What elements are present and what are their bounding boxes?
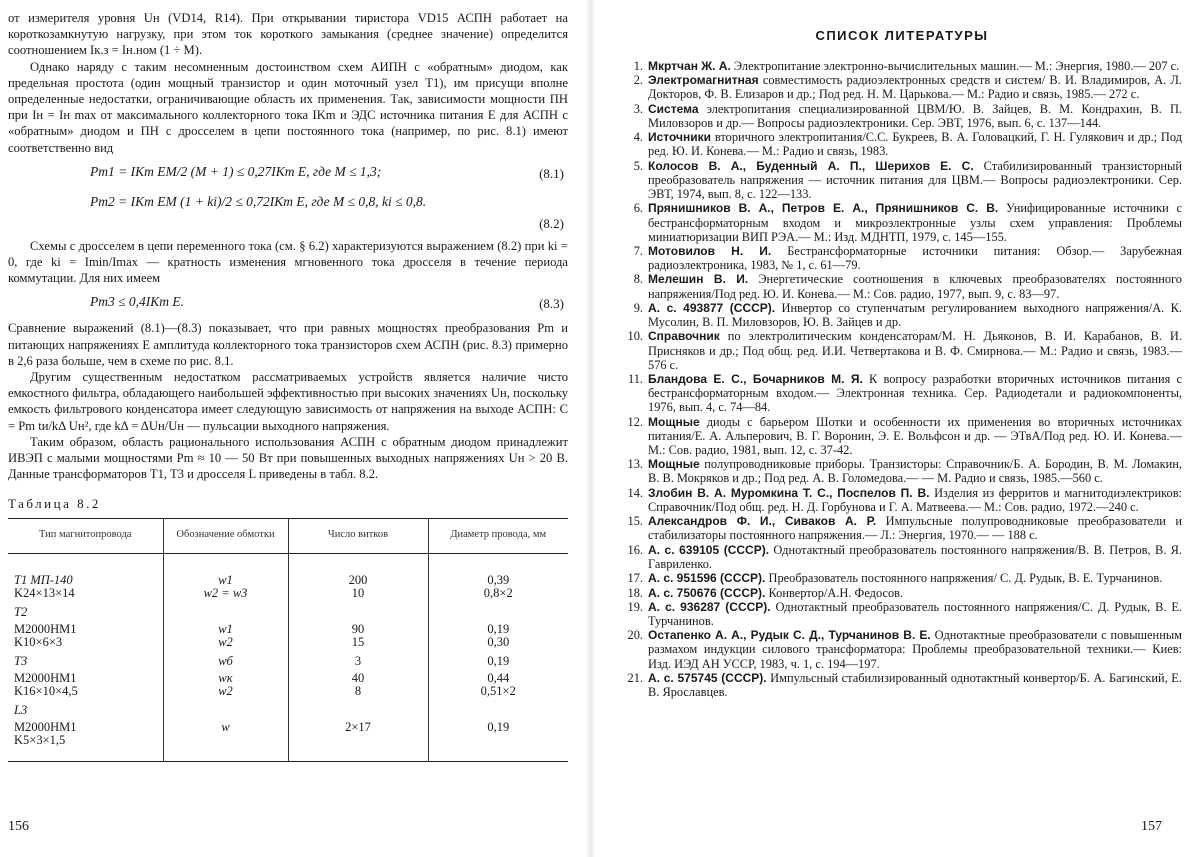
page-number: 157	[1141, 819, 1162, 834]
bibliography-item	[622, 329, 1182, 371]
reference-text: Бестрансформаторные источники питания: Обзор.— Зарубежная радиоэлектроника, 1983, № 1, с. 61—79.	[648, 244, 1182, 273]
paragraph: Однако наряду с таким несомненным достоинством схем АИПН с «обратным» диодом, как предельная простота (один мощный транзистор и один моточный узел T1), им присущи вполне определенные недостатки, ограничивающие область их применения. Так, зависимости мощности ПН при Iн = Iн max от максимального коллекторного тока IKm и ЭДС источника питания E для АСПН с «обратным» диодом и ПН с дросселем в цепи постоянного тока (например, по рис. 8.1) имеют соответственно вид	[8, 59, 568, 155]
reference-text: Импульсный стабилизированный однотактный конвертор/Б. А. Багинский, Е. В. Ярославцев.	[648, 670, 1182, 700]
bibliography-item	[622, 159, 1182, 201]
reference-author: Мотовилов Н. И.	[648, 244, 772, 258]
bibliography-item	[622, 457, 1182, 485]
reference-number: 3.	[633, 101, 643, 116]
bibliography-item	[622, 486, 1182, 514]
bibliography-title: СПИСОК ЛИТЕРАТУРЫ	[815, 28, 989, 43]
reference-text: Стабилизированный транзисторный преобразователь напряжения — источник питания для ЦВМ.— Вопросы радиоэлектроники. Сер. ЭВТ, 1974, вып. 8, с. 122—133.	[648, 158, 1182, 202]
column-header: Диаметр провода, мм	[428, 519, 568, 554]
reference-text: Изделия из ферритов и магнитодиэлектриков: Справочник/Под общ. ред. Н. Д. Горбунова и Г. А. Матвеева.— М.: Сов. радио, 1972.—240 с.	[648, 485, 1182, 514]
reference-text: Однотактный преобразователь постоянного напряжения/С. Д. Рудык, В. Е. Турчанинов.	[648, 599, 1182, 628]
reference-text: Инвертор со ступенчатым регулированием выходного напряжения/А. К. Мусолин, В. П. Миловзоров, Ю. В. Зайцев и др.	[648, 300, 1182, 330]
table-row	[8, 587, 568, 600]
reference-number: 10.	[627, 329, 643, 344]
cell-winding: w2	[163, 685, 288, 698]
cell-type: T1 МП-140	[14, 573, 73, 588]
bibliography-item	[622, 244, 1182, 272]
bibliography-item	[622, 514, 1182, 542]
reference-author: Справочник	[648, 329, 720, 344]
reference-author: А. с. 750676 (СССР).	[648, 585, 766, 600]
left-page	[0, 0, 588, 857]
reference-author: Мощные	[648, 457, 700, 472]
bibliography-item	[622, 671, 1182, 699]
table-row	[8, 649, 568, 672]
reference-text: полупроводниковые приборы. Транзисторы: Справочник/Б. А. Бородин, В. М. Ломакин, В. В. Мокряков и др.; Под ред. А. В. Голомедова.— — М. Радио и связь, 1985.—560 с.	[648, 457, 1182, 486]
paragraph: от измерителя уровня Uн (VD14, R14). При открывании тиристора VD15 АСПН работает на короткозамкнутую нагрузку, при этом ток короткого замыкания (среднее значение) определится соотношением Iк.з = Iн.ном (1 ÷ M).	[8, 11, 568, 58]
cell-diameter: 0,39	[428, 554, 568, 588]
cell-winding	[163, 600, 288, 623]
reference-author: Система	[648, 101, 699, 116]
cell-type: T3	[14, 654, 28, 669]
reference-number: 13.	[627, 457, 643, 472]
cell-turns: 10	[288, 587, 428, 600]
reference-number: 7.	[633, 244, 643, 258]
reference-number: 20.	[627, 628, 643, 643]
reference-number: 16.	[627, 542, 643, 557]
cell-turns	[288, 600, 428, 623]
paragraph: Другим существенным недостатком рассматриваемых устройств является наличие чисто емкостного фильтра, обладающего наибольшей эффективностью при высоких значениях Uн, поскольку емкость фильтрового конденсатора имеет следующую зависимость от напряжения на выходе АСПН: C = Pm tи/kΔ Uн², где kΔ = ΔUн/Uн — пульсации выходного напряжения.	[8, 370, 568, 433]
reference-author: Источники	[648, 130, 712, 145]
cell-diameter: 0,44	[428, 672, 568, 685]
cell-turns: 15	[288, 636, 428, 649]
page-number: 156	[8, 819, 29, 834]
formula-text: Pm2 = IKm EM (1 + ki)/2 ≤ 0,72IKm E, где M ≤ 0,8, ki ≤ 0,8.	[90, 193, 427, 209]
reference-text: вторичного электропитания/С.С. Букреев, В. А. Головацкий, Г. Н. Гулякович и др.; Под ред. Ю. И. Конева.— М.: Радио и связь, 1983.	[648, 130, 1182, 159]
cell-type: K5×3×1,5	[8, 734, 163, 762]
reference-author: А. с. 639105 (СССР).	[648, 542, 770, 557]
reference-number: 17.	[627, 571, 643, 586]
table-row	[8, 636, 568, 649]
reference-number: 5.	[633, 158, 643, 173]
reference-text: Однотактные преобразователи с повышенным размахом индукции силового трансформатора: Проблемы преобразовательной техники.— Киев: Изд. ИЭД АН УССР, 1983, ч. 1, с. 194—197.	[648, 628, 1182, 671]
reference-number: 6.	[633, 201, 643, 216]
reference-text: Конвертор/А.Н. Федосов.	[768, 585, 904, 600]
cell-turns	[288, 734, 428, 762]
reference-number: 4.	[633, 130, 643, 145]
formula-text: Pm1 = IKm EM/2 (M + 1) ≤ 0,27IKm E, где M ≤ 1,3;	[90, 163, 382, 179]
formula-8-1	[8, 162, 568, 186]
table-header-row	[8, 519, 568, 554]
cell-turns: 2×17	[288, 721, 428, 734]
cell-diameter	[428, 698, 568, 721]
table-row	[8, 734, 568, 762]
table-row	[8, 600, 568, 623]
table-8-2	[8, 518, 568, 762]
paragraph: Сравнение выражений (8.1)—(8.3) показывает, что при равных мощностях преобразования Pm и питающих напряжениях E амплитуда коллекторного тока транзисторов схем АСПН (рис. 8.3) примерно в 2,6 раза больше, чем в схеме по рис. 8.1.	[8, 321, 568, 368]
reference-number: 11.	[627, 372, 643, 387]
reference-text: электропитания специализированной ЦВМ/Ю. В. Зайцев, В. М. Кондрахин, В. П. Миловзоров и др.— Вопросы радиоэлектроники. Сер. ЭВТ, 1976, вып. 6, с. 137—144.	[648, 101, 1182, 130]
reference-text: Энергетические соотношения в ключевых преобразователях постоянного напряжения/Под ред. Ю. И. Конева.— М.: Сов. радио, 1977, вып. 9, с. 83—97.	[648, 272, 1182, 301]
reference-author: Александров Ф. И., Сиваков А. Р.	[648, 514, 877, 529]
reference-number: 8.	[633, 272, 643, 287]
table-row	[8, 721, 568, 734]
cell-turns	[288, 698, 428, 721]
cell-turns: 8	[288, 685, 428, 698]
bibliography-item	[622, 586, 1182, 600]
reference-author: А. с. 951596 (СССР).	[648, 571, 766, 586]
cell-turns: 40	[288, 672, 428, 685]
table-caption: Таблица 8.2	[8, 496, 101, 512]
bibliography-item	[622, 59, 1182, 73]
formula-number: (8.2)	[539, 215, 564, 231]
right-page	[588, 0, 1200, 857]
cell-diameter: 0,19	[428, 649, 568, 672]
formula-number: (8.3)	[539, 296, 564, 312]
reference-number: 19.	[627, 599, 643, 614]
cell-type: K24×13×14	[14, 586, 75, 601]
reference-text: Преобразователь постоянного напряжения/ С. Д. Рудык, В. Е. Турчанинов.	[768, 571, 1163, 586]
reference-author: Бландова Е. С., Бочарников М. Я.	[648, 372, 863, 387]
reference-text: К вопросу разработки вторичных источников питания с бестрансформаторным входом.— Электронная техника. Сер. Радиодетали и радиокомпоненты, 1976, вып. 4, с. 74—84.	[648, 372, 1182, 415]
cell-winding: w	[163, 721, 288, 734]
cell-diameter: 0,19	[428, 623, 568, 636]
cell-diameter: 0,30	[428, 636, 568, 649]
cell-winding	[163, 734, 288, 762]
bibliography-item	[622, 130, 1182, 158]
formula-8-3	[8, 292, 568, 316]
reference-text: Однотактный преобразователь постоянного напряжения/В. В. Петров, В. Я. Гавриленко.	[648, 542, 1182, 571]
cell-diameter	[428, 600, 568, 623]
table-row	[8, 698, 568, 721]
formula-number: (8.1)	[539, 165, 564, 181]
cell-turns: 3	[288, 649, 428, 672]
table-row	[8, 685, 568, 698]
cell-diameter	[428, 734, 568, 762]
cell-type: M2000НМ1	[14, 671, 77, 686]
reference-author: А. с. 493877 (СССР).	[648, 300, 776, 315]
cell-turns: 90	[288, 623, 428, 636]
reference-number: 18.	[627, 585, 643, 600]
bibliography-list	[622, 59, 1182, 699]
bibliography-item	[622, 372, 1182, 414]
reference-number: 2.	[633, 73, 643, 88]
bibliography-item	[622, 272, 1182, 300]
cell-winding: wк	[163, 672, 288, 685]
reference-text: Электропитание электронно-вычислительных машин.— М.: Энергия, 1980.— 207 с.	[733, 59, 1180, 73]
bibliography-item	[622, 600, 1182, 628]
cell-diameter: 0,51×2	[428, 685, 568, 698]
column-header: Тип магнитопровода	[8, 519, 163, 554]
bibliography-item	[622, 628, 1182, 670]
bibliography-item	[622, 102, 1182, 130]
paragraph: Таким образом, область рационального использования АСПН с обратным диодом принадлежит ИВЭП с малыми мощностями Pm ≈ 10 — 50 Вт при повышенных выходных напряжениях Uн > 20 В. Данные трансформаторов T1, T3 и дросселя L приведены в табл. 8.2.	[8, 434, 568, 482]
formula-8-2	[8, 192, 568, 216]
reference-text: диоды с барьером Шотки и особенности их применения во вторичных источниках питания/Е. А. Альперович, В. Г. Воронин, Э. Е. Вольфсон и др. — ЭТвА/Под ред. Ю. И. Конева.— М.: Сов. радио, 1981, вып. 12, с. 37-42.	[648, 414, 1182, 457]
table-row	[8, 623, 568, 636]
reference-number: 1.	[633, 59, 643, 73]
bibliography-item	[622, 415, 1182, 457]
reference-author: А. с. 936287 (СССР).	[648, 599, 771, 614]
bibliography-item	[622, 543, 1182, 571]
reference-author: Мощные	[648, 414, 700, 429]
reference-author: Прянишников В. А., Петров Е. А., Прянишников С. В.	[648, 201, 999, 216]
cell-type: L3	[14, 703, 28, 718]
cell-winding	[163, 698, 288, 721]
reference-text: по электролитическим конденсаторам/М. Н. Дьяконов, В. И. Карабанов, В. И. Присняков и др.; Под общ. ред. И.И. Четвертакова и В. Ф. Смирнова.— М.: Радио и связь, 1983.—576 с.	[648, 329, 1182, 372]
reference-number: 15.	[627, 514, 643, 529]
cell-type: M2000НМ1	[14, 622, 77, 637]
cell-type: T2	[14, 605, 28, 620]
reference-text: Импульсные полупроводниковые преобразователи и стабилизаторы постоянного напряжения.— Л.: Энергия, 1970.— — 188 с.	[648, 514, 1182, 543]
reference-author: Мкртчан Ж. А.	[648, 59, 731, 73]
reference-number: 9.	[633, 300, 643, 315]
bibliography-item	[622, 571, 1182, 585]
cell-type: K10×6×3	[14, 635, 63, 650]
reference-author: Остапенко А. А., Рудык С. Д., Турчанинов В. Е.	[648, 628, 931, 643]
column-header: Обозначение обмотки	[163, 519, 288, 554]
cell-winding: wб	[163, 649, 288, 672]
column-header: Число витков	[288, 519, 428, 554]
cell-diameter: 0,8×2	[428, 587, 568, 600]
reference-text: Унифицированные источники с бестрансформаторным входом и микроэлектронные узлы схем управления: Проблемы миниатюризации ВИП РЭА.— М.: Изд. МДНТП, 1979, с. 145—155.	[648, 201, 1182, 244]
table-row	[8, 554, 568, 588]
cell-winding: w1	[163, 623, 288, 636]
cell-winding: w2 = w3	[163, 587, 288, 600]
reference-author: Колосов В. А., Буденный А. П., Шерихов Е. С.	[648, 158, 974, 173]
cell-diameter: 0,19	[428, 721, 568, 734]
cell-winding: w1	[163, 554, 288, 588]
bibliography-item	[622, 201, 1182, 243]
reference-author: Злобин В. А. Муромкина Т. С., Поспелов П. В.	[648, 485, 930, 500]
reference-author: Электромагнитная	[648, 73, 759, 88]
bibliography-item	[622, 301, 1182, 329]
reference-text: совместимость радиоэлектронных средств и систем/ В. И. Владимиров, А. Л. Докторов, Ф. В. Елизаров и др.; Под ред. Н. М. Царькова.— М.: Радио и связь, 1985.— 272 с.	[648, 73, 1182, 102]
bibliography-item	[622, 73, 1182, 101]
reference-number: 21.	[627, 670, 643, 685]
paragraph: Схемы с дросселем в цепи переменного тока (см. § 6.2) характеризуются выражением (8.2) при ki = 0, где ki = Imin/Imax — кратность изменения мгновенного тока дросселя в течение периода коммутации. Для них имеем	[8, 238, 568, 286]
cell-type: K16×10×4,5	[14, 684, 78, 699]
formula-text: Pm3 ≤ 0,4IKm E.	[90, 294, 185, 310]
reference-author: Мелешин В. И.	[648, 272, 749, 287]
reference-number: 14.	[627, 485, 643, 500]
cell-turns: 200	[288, 554, 428, 588]
cell-winding: w2	[163, 636, 288, 649]
cell-type: M2000НМ1	[14, 720, 77, 735]
reference-author: А. с. 575745 (СССР).	[648, 670, 767, 685]
reference-number: 12.	[627, 414, 643, 429]
